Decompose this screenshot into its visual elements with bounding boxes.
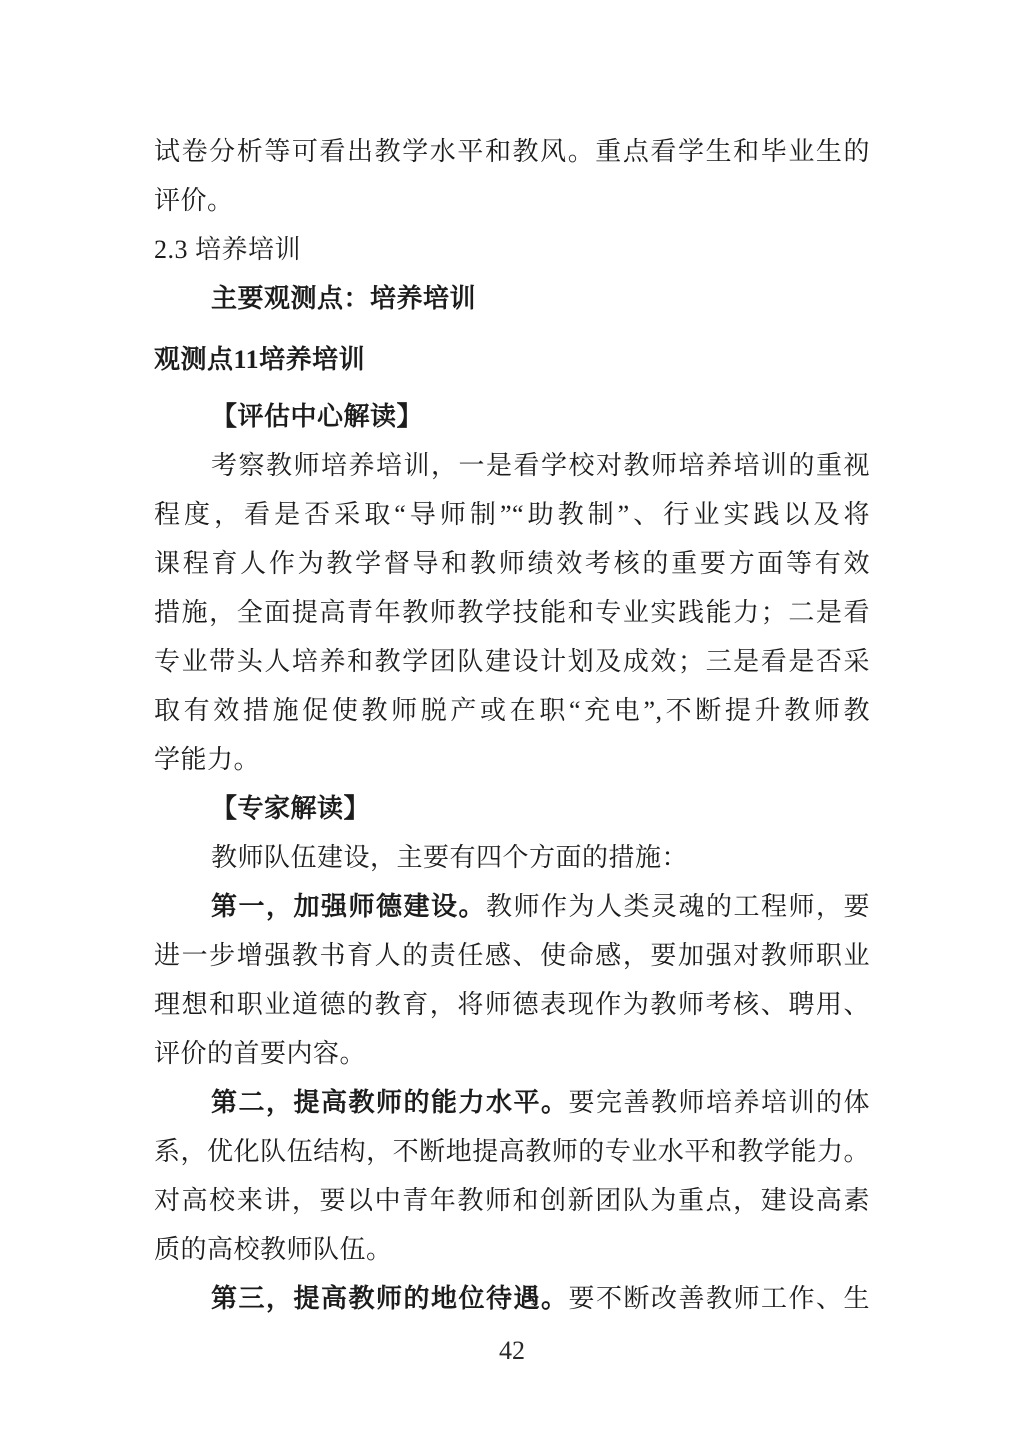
text-line: 对高校来讲，要以中青年教师和创新团队为重点，建设高素: [154, 1186, 870, 1215]
text-line: 措施，全面提高青年教师教学技能和专业实践能力；二是看: [154, 598, 870, 627]
text-line: 考察教师培养培训，一是看学校对教师培养培训的重视: [211, 451, 870, 480]
text-line: 评价。: [154, 186, 234, 215]
text-line: 系，优化队伍结构，不断地提高教师的专业水平和教学能力。: [154, 1137, 870, 1166]
text-line: 理想和职业道德的教育，将师德表现作为教师考核、聘用、: [154, 990, 870, 1019]
page-content: [154, 127, 870, 1323]
text-line: 课程育人作为教学督导和教师绩效考核的重要方面等有效: [154, 549, 870, 578]
heading-eval-center-interpretation: 【评估中心解读】: [211, 402, 424, 431]
page-number: 42: [499, 1336, 525, 1365]
text-line: 第一，加强师德建设。教师作为人类灵魂的工程师，要: [211, 892, 870, 921]
text-line: 质的高校教师队伍。: [154, 1235, 393, 1264]
text-line: 取有效措施促使教师脱产或在职“充电”,不断提升教师教: [154, 696, 870, 725]
text-line: 学能力。: [154, 745, 261, 774]
heading-expert-interpretation: 【专家解读】: [211, 794, 371, 823]
text-line: 评价的首要内容。: [154, 1039, 367, 1068]
text-line: 教师队伍建设，主要有四个方面的措施：: [211, 843, 689, 872]
text-line: 专业带头人培养和教学团队建设计划及成效；三是看是否采: [154, 647, 870, 676]
text-line: 试卷分析等可看出教学水平和教风。重点看学生和毕业生的: [154, 137, 870, 166]
text-line: 第三，提高教师的地位待遇。要不断改善教师工作、生: [211, 1284, 870, 1313]
heading-observation-point-11: 观测点11培养培训: [154, 345, 366, 374]
text-line: 程度，看是否采取“导师制”“助教制”、行业实践以及将: [154, 500, 870, 529]
heading-section-2-3: 2.3 培养培训: [154, 235, 302, 264]
heading-main-observation-point: 主要观测点：培养培训: [211, 284, 477, 313]
text-line: 第二，提高教师的能力水平。要完善教师培养培训的体: [211, 1088, 870, 1117]
text-line: 进一步增强教书育人的责任感、使命感，要加强对教师职业: [154, 941, 870, 970]
